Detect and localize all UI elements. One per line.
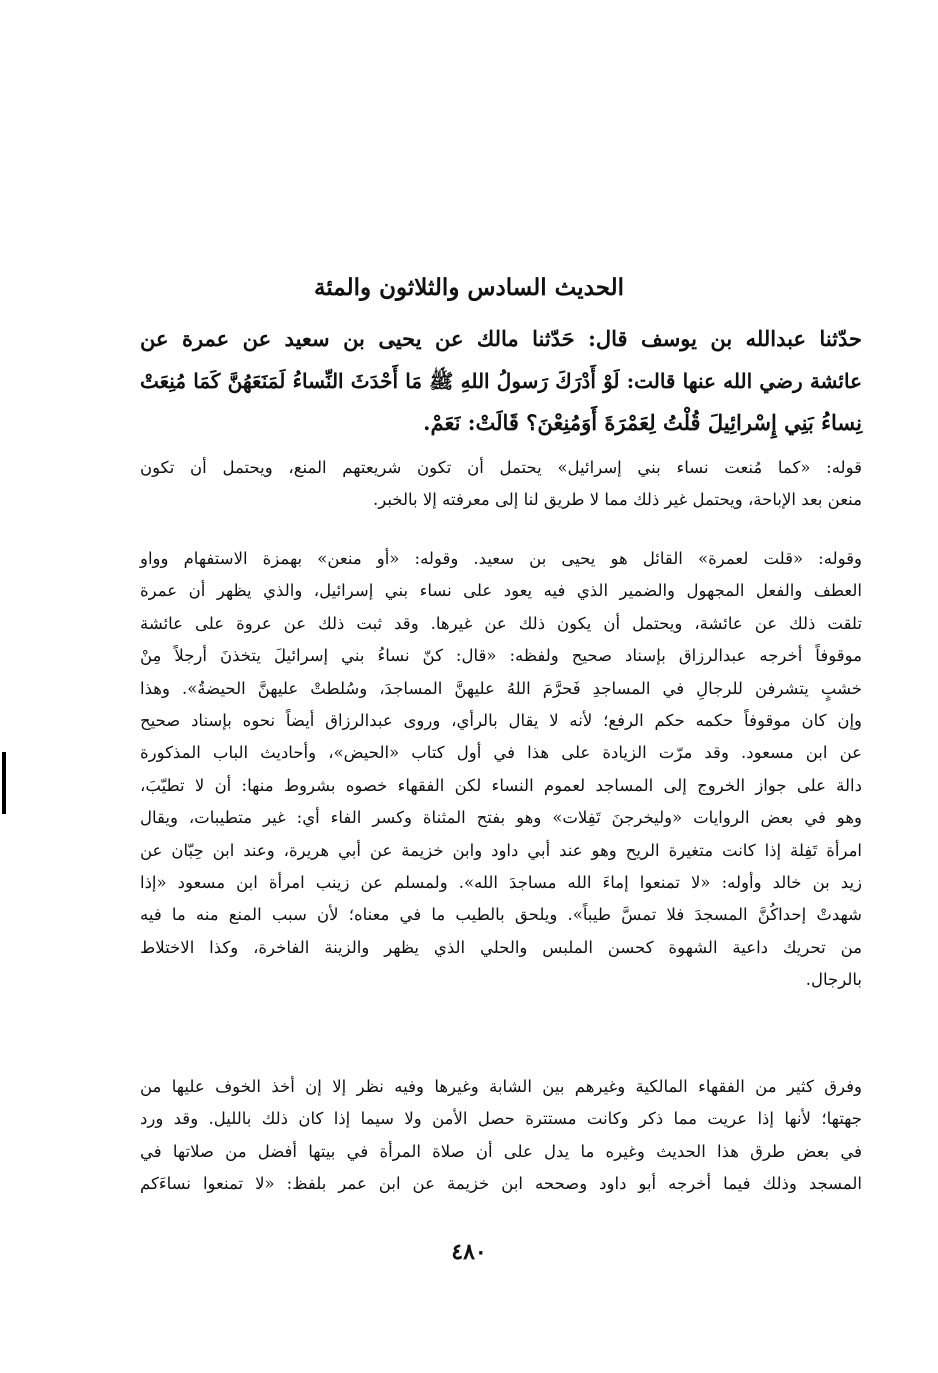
paragraph-line: العطف والفعل المجهول والضمير الذي فيه يعود على نساء بني إسرائيل، والذي يظهر أن عمرة — [140, 581, 862, 601]
paragraph-line: موقوفاً أخرجه عبدالرزاق بإسناد صحيح ولفظه: «قال: كنّ نساءُ بني إسرائيلَ يتخذنَ أرجلاً مِنْ — [140, 646, 862, 666]
paragraph-line: في بعض طرق هذا الحديث وغيره ما يدل على أن صلاة المرأة في بيتها أفضل من صلاتها في — [140, 1141, 862, 1161]
paragraph-line: وإن كان موقوفاً حكمه حكم الرفع؛ لأنه لا يقال بالرأي، وروى عبدالرزاق أيضاً نحوه بإسناد صحيح — [140, 710, 862, 730]
paragraph-line: بالرجال. — [805, 970, 862, 990]
paragraph-line: منعن بعد الإباحة، ويحتمل غير ذلك مما لا طريق لنا إلى معرفته إلا بالخبر. — [373, 490, 862, 510]
hadith-title: الحديث السادس والثلاثون والمئة — [314, 274, 624, 301]
paragraph-line: قوله: «كما مُنعت نساء بني إسرائيل» يحتمل أن تكون شريعتهم المنع، ويحتمل أن تكون — [140, 458, 862, 477]
paragraph-line: وقوله: «قلت لعمرة» القائل هو يحيى بن سعيد. وقوله: «أو منعن» بهمزة الاستفهام وواو — [140, 549, 862, 568]
paragraph-line: شهدتْ إحداكُنَّ المسجدَ فلا تمسَّ طيباً». ويلحق بالطيب ما في معناه؛ لأن سبب المنع منه ما فيه — [140, 905, 862, 925]
paragraph-line: المسجد وذلك فيما أخرجه أبو داود وصححه ابن خزيمة عن ابن عمر بلفظ: «لا تمنعوا نساءَكم — [140, 1174, 862, 1194]
paragraph-line: خشبٍ يتشرفن للرجالِ في المساجدِ فَحرَّمَ اللهُ عليهنَّ المساجدَ، وسُلطتْ عليهنَّ الحيضةُ». وهذا — [140, 678, 862, 698]
paragraph-line: وفرق كثير من الفقهاء المالكية وغيرهم بين الشابة وغيرها وفيه نظر إلا إن أخذ الخوف عليها من — [140, 1077, 862, 1096]
page-number: ٤٨٠ — [451, 1239, 487, 1265]
hadith-line: نِساءُ بَنِي إِسْرائِيلَ قُلْتُ لِعَمْرَةَ أَوَمُنِعْنَ؟ قَالَتْ: نَعَمْ. — [423, 410, 862, 435]
commentary-paragraph-1 — [140, 452, 862, 517]
paragraph-line: دالة على جواز الخروج إلى المساجد لعموم النساء لكن الفقهاء خصوه بشروط منها: أن لا تطيّبَ، — [140, 775, 862, 795]
commentary-paragraph-2 — [140, 543, 862, 996]
paragraph-line: امرأة تَفِلة إذا كانت متغيرة الريح وهو عند أبي داود وابن خزيمة عن أبي هريرة، وعند ابن حِبّان عن — [140, 840, 862, 860]
paragraph-line: عن ابن مسعود. وقد مرّت الزيادة على هذا في أول كتاب «الحيض»، وأحاديث الباب المذكورة — [140, 743, 862, 763]
hadith-line: حدّثنا عبدالله بن يوسف قال: حَدّثنا مالك عن يحيى بن سعيد عن عمرة عن — [140, 326, 862, 351]
paragraph-line: تلقت ذلك عن عائشة، ويحتمل أن يكون ذلك عن غيرها. وقد ثبت ذلك عن عروة على عائشة — [140, 613, 862, 633]
hadith-line: عائشة رضي الله عنها قالت: لَوْ أَدْرَكَ رَسولُ اللهِ ﷺ مَا أَحْدَثَ النِّساءُ لَمَنَعَهُنَّ كَمَا مُنِعَتْ — [140, 369, 862, 393]
paragraph-line: وهو في بعض الروايات «وليخرجنَ تَفِلات» وهو بفتح المثناة وكسر الفاء أي: غير متطيبات، ويقال — [140, 808, 862, 828]
hadith-text — [140, 318, 862, 444]
commentary-paragraph-3 — [140, 1071, 862, 1201]
paragraph-line: من تحريك داعية الشهوة كحسن الملبس والحلي الذي يظهر والزينة الفاخرة، وكذا الاختلاط — [140, 937, 862, 957]
paragraph-line: جهتها؛ لأنها إذا عريت مما ذكر وكانت مستترة حصل الأمن ولا سيما إذا كان ذلك بالليل. وقد ورد — [140, 1109, 862, 1129]
scan-margin-mark — [2, 752, 6, 814]
paragraph-line: زيد بن خالد وأوله: «لا تمنعوا إماءَ الله مساجدَ الله». ولمسلم عن زينب امرأة ابن مسعود «إذا — [140, 872, 862, 892]
